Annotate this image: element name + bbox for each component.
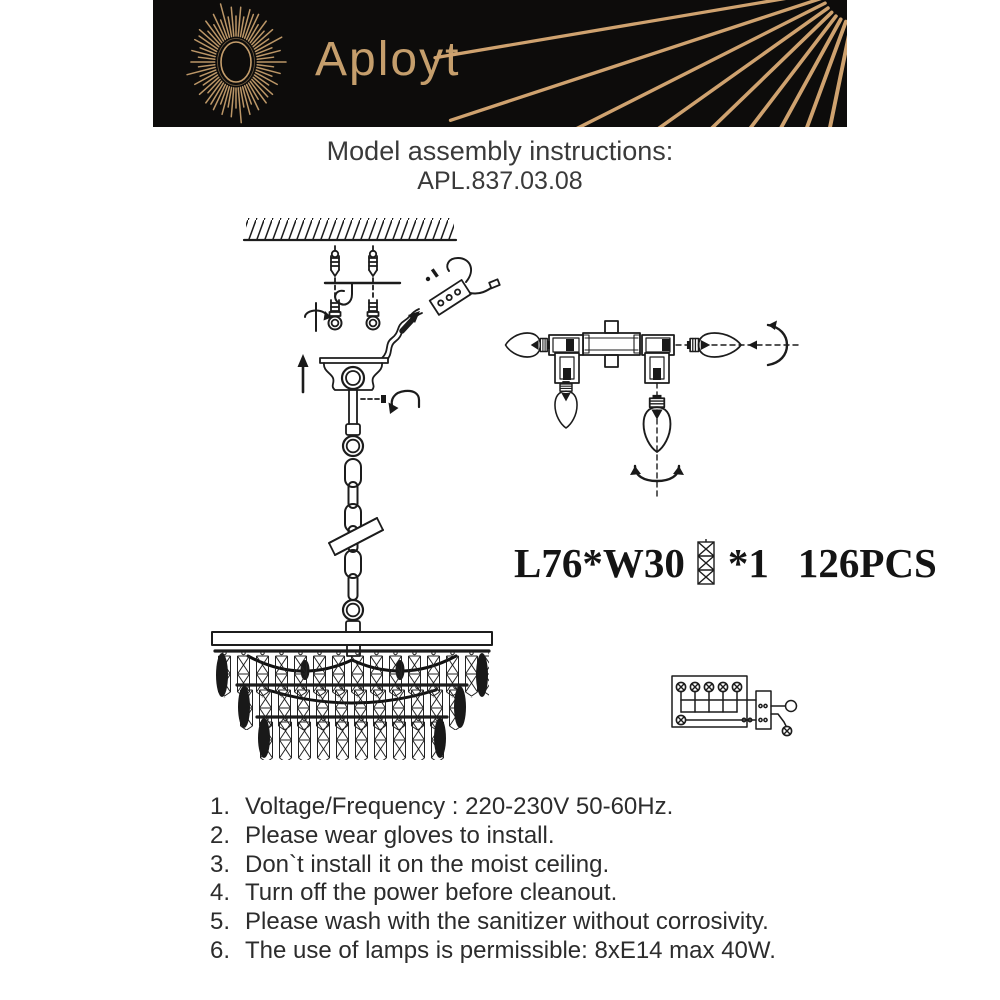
wire-terminal-drawing: [382, 258, 500, 361]
assembly-diagram: [0, 200, 1000, 775]
instruction-item: [196, 908, 776, 937]
chandelier-drawing: [212, 632, 492, 760]
instruction-number: 6.: [209, 936, 230, 964]
instruction-text: The use of lamps is permissible: 8xE14 max 40W.: [245, 936, 776, 964]
instruction-item: [196, 937, 776, 966]
instruction-text: Turn off the power before cleanout.: [245, 879, 618, 907]
instruction-text: Don`t install it on the moist ceiling.: [245, 850, 610, 878]
crystal-piece-icon: [694, 538, 719, 588]
rotate-arrow-right-icon: [748, 321, 787, 366]
instruction-text: Please wash with the sanitizer without corrosivity.: [245, 908, 769, 936]
brand-name: Aployt: [315, 33, 461, 86]
instruction-item: [196, 793, 776, 822]
up-arrow-icon: [298, 354, 309, 392]
model-number: APL.837.03.08: [417, 167, 583, 195]
corner-rays-icon: [153, 0, 847, 127]
instruction-text: Please wear gloves to install.: [245, 821, 555, 849]
spec-dimensions: L76*W30: [514, 540, 685, 586]
canopy-drawing: [298, 354, 420, 435]
wiring-schematic: [672, 676, 797, 736]
instruction-list: [196, 793, 776, 966]
spec-line: [514, 538, 937, 588]
bulb-install-drawing: [506, 321, 799, 498]
mounting-hardware-drawing: [305, 246, 400, 331]
screw-turn-arrow-icon: [361, 391, 419, 414]
instruction-item: [196, 851, 776, 880]
instruction-number: 3.: [209, 850, 230, 878]
chain-drawing: [329, 436, 383, 633]
spec-quantity: *1: [727, 540, 769, 586]
instruction-item: [196, 879, 776, 908]
instruction-number: 2.: [209, 821, 230, 849]
instruction-number: 5.: [209, 908, 230, 936]
spec-pieces: 126PCS: [797, 540, 937, 586]
rotate-arrow-icon: [305, 303, 332, 331]
sheet-title: Model assembly instructions:: [326, 136, 674, 166]
brand-header: [153, 0, 847, 127]
instruction-number: 1.: [209, 793, 230, 820]
instruction-text: Voltage/Frequency : 220-230V 50-60Hz.: [245, 793, 674, 820]
instruction-number: 4.: [209, 879, 230, 907]
instruction-item: [196, 822, 776, 851]
ceiling-drawing: [244, 218, 456, 240]
